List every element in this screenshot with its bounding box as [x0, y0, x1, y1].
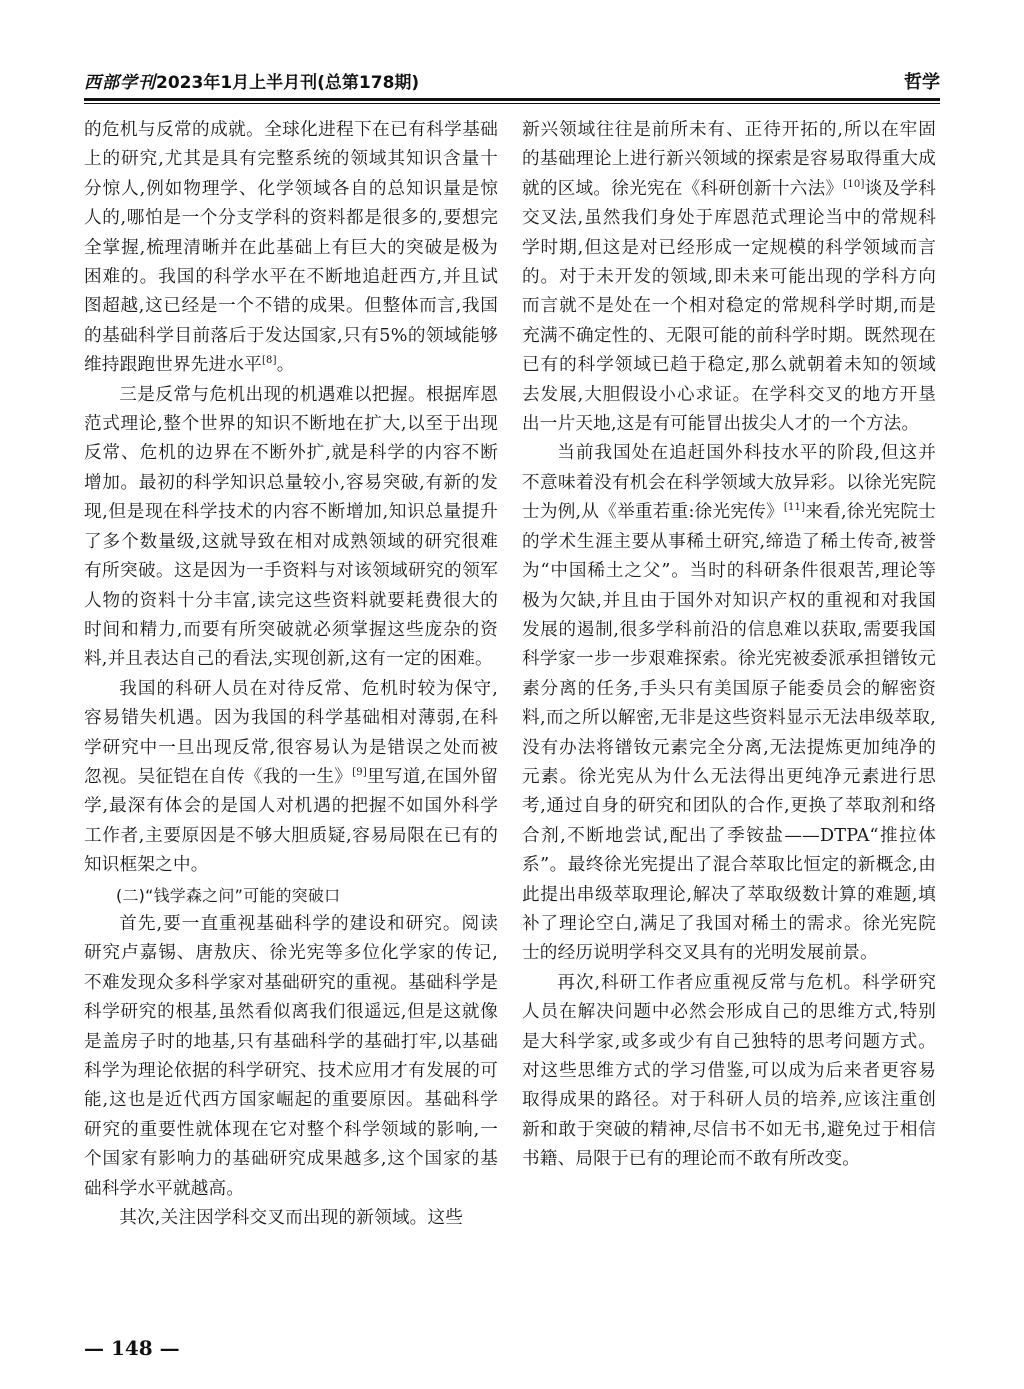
citation-ref: [11] — [783, 502, 806, 514]
paragraph — [84, 675, 498, 881]
left-column — [84, 116, 498, 1233]
journal-logo: 西部学刊 — [84, 73, 156, 93]
paragraph: 三是反常与危机出现的机遇难以把握。根据库恩范式理论,整个世界的知识不断地在扩大,以至于出现反常、危机的边界在不断外扩,就是科学的内容不断增加。最初的科学知识总量较小,容易突破,有新的发现,但是现在科学技术的内容不断增加,知识总量提升了多个数量级,这就导致在相对成熟领域的研究很难有所突破。这是因为一手资料与对该领域研究的领军人物的资料十分丰富,读完这些资料就要耗费很大的时间和精力,而要有所突破就必须掌握这些庞杂的资料,并且表达自己的看法,实现创新,这有一定的困难。 — [84, 384, 498, 670]
paragraph-text: 的危机与反常的成就。全球化进程下在已有科学基础上的研究,尤其是具有完整系统的领域其知识含量十分惊人,例如物理学、化学领域各自的总知识量是惊人的,哪怕是一个分支学科的资料都是很多的,要想完全掌握,梳理清晰并在此基础上有巨大的突破是极为困难的。我国的科学水平在不断地追赶西方,并且试图超越,这已经是一个不错的成果。但整体而言,我国的基础科学目前落后于发达国家,只有5%的领域能够维持跟跑世界先进水平 — [84, 120, 498, 376]
section-heading: (二)“钱学森之问”可能的突破口 — [116, 885, 341, 905]
paragraph-text: 里写道,在国外留学,最深有体会的是国人对机遇的把握不如国外科学工作者,主要原因是不够大胆质疑,容易局限在已有的知识框架之中。 — [84, 766, 498, 876]
paragraph — [84, 116, 498, 381]
paragraph: 首先,要一直重视基础科学的建设和研究。阅读研究卢嘉锡、唐敖庆、徐光宪等多位化学家的传记,不难发现众多科学家对基础研究的重视。基础科学是科学研究的根基,虽然看似离我们很遥远,但是这就像是盖房子时的地基,只有基础科学的基础打牢,以基础科学为理论依据的科学研究、技术应用才有发展的可能,这也是近代西方国家崛起的重要原因。基础科学研究的重要性就体现在它对整个科学领域的影响,一个国家有影响力的基础研究成果越多,这个国家的基础科学水平就越高。 — [84, 913, 498, 1199]
paragraph: 再次,科研工作者应重视反常与危机。科学研究人员在解决问题中必然会形成自己的思维方式,特别是大科学家,或多或少有自己独特的思考问题方式。对这些思维方式的学习借鉴,可以成为后来者更容易取得成果的路径。对于科研人员的培养,应该注重创新和敢于突破的精神,尽信书不如无书,避免过于相信书籍、局限于已有的理论而不敢有所改变。 — [522, 972, 936, 1170]
paragraph: 其次,关注因学科交叉而出现的新领域。这些 — [119, 1208, 464, 1229]
paragraph-text: 。 — [276, 355, 295, 376]
paragraph — [522, 116, 936, 439]
issue-info: 2023年1月上半月刊(总第178期) — [156, 73, 420, 93]
paragraph-text: 新兴领域往往是前所未有、正待开拓的,所以在牢固的基础理论上进行新兴领域的探索是容易取得重大成就的区域。徐光宪在《科研创新十六法》 — [522, 120, 936, 199]
citation-ref: [9] — [352, 767, 367, 779]
paragraph-text: 谈及学科交叉法,虽然我们身处于库恩范式理论当中的常规科学时期,但这是对已经形成一定规模的科学领域而言的。对于未开发的领域,即未来可能出现的学科方向而言就不是处在一个相对稳定的常规科学时期,而是充满不确定性的、无限可能的前科学时期。既然现在已有的科学领域已趋于稳定,那么就朝着未知的领域去发展,大胆假设小心求证。在学科交叉的地方开垦出一片天地,这是有可能冒出拔尖人才的一个方法。 — [522, 178, 936, 435]
header-rule-thick — [84, 98, 940, 101]
journal-header-left — [84, 68, 419, 93]
citation-ref: [10] — [843, 178, 865, 190]
paragraph-text: 我国的科研人员在对待反常、危机时较为保守,容易错失机遇。因为我国的科学基础相对薄弱,在科学研究中一旦出现反常,很容易认为是错误之处而被忽视。吴征铠在自传《我的一生》 — [84, 678, 498, 787]
paragraph-text: 来看,徐光宪院士的学术生涯主要从事稀土研究,缔造了稀土传奇,被誉为“中国稀土之父”。当时的科研条件很艰苦,理论等极为欠缺,并且由于国外对知识产权的重视和对我国发展的遏制,很多学科前沿的信息难以获取,需要我国科学家一步一步艰难探索。徐光宪被委派承担镨钕元素分离的任务,手头只有美国原子能委员会的解密资料,而之所以解密,无非是这些资料显示无法串级萃取,没有办法将镨钕元素完全分离,无法提炼更加纯净的元素。徐光宪从为什么无法得出更纯净元素进行思考,通过自身的研究和团队的合作,更换了萃取剂和络合剂,不断地尝试,配出了季铵盐——DTPA“推拉体系”。最终徐光宪提出了混合萃取比恒定的新概念,由此提出串级萃取理论,解决了萃取级数计算的难题,填补了理论空白,满足了我国对稀土的需求。徐光宪院士的经历说明学科交叉具有的光明发展前景。 — [522, 502, 936, 964]
citation-ref: [8] — [261, 355, 277, 367]
page-number: — 148 — — [84, 1336, 180, 1360]
paragraph-text: 当前我国处在追赶国外科技水平的阶段,但这并不意味着没有机会在科学领域大放异彩。以徐光宪院士为例,从《举重若重:徐光宪传》 — [522, 443, 936, 523]
header-rule-thin — [84, 103, 940, 104]
right-column — [522, 116, 936, 1175]
section-name: 哲学 — [904, 72, 940, 93]
paragraph — [522, 439, 936, 968]
running-header — [84, 66, 940, 94]
